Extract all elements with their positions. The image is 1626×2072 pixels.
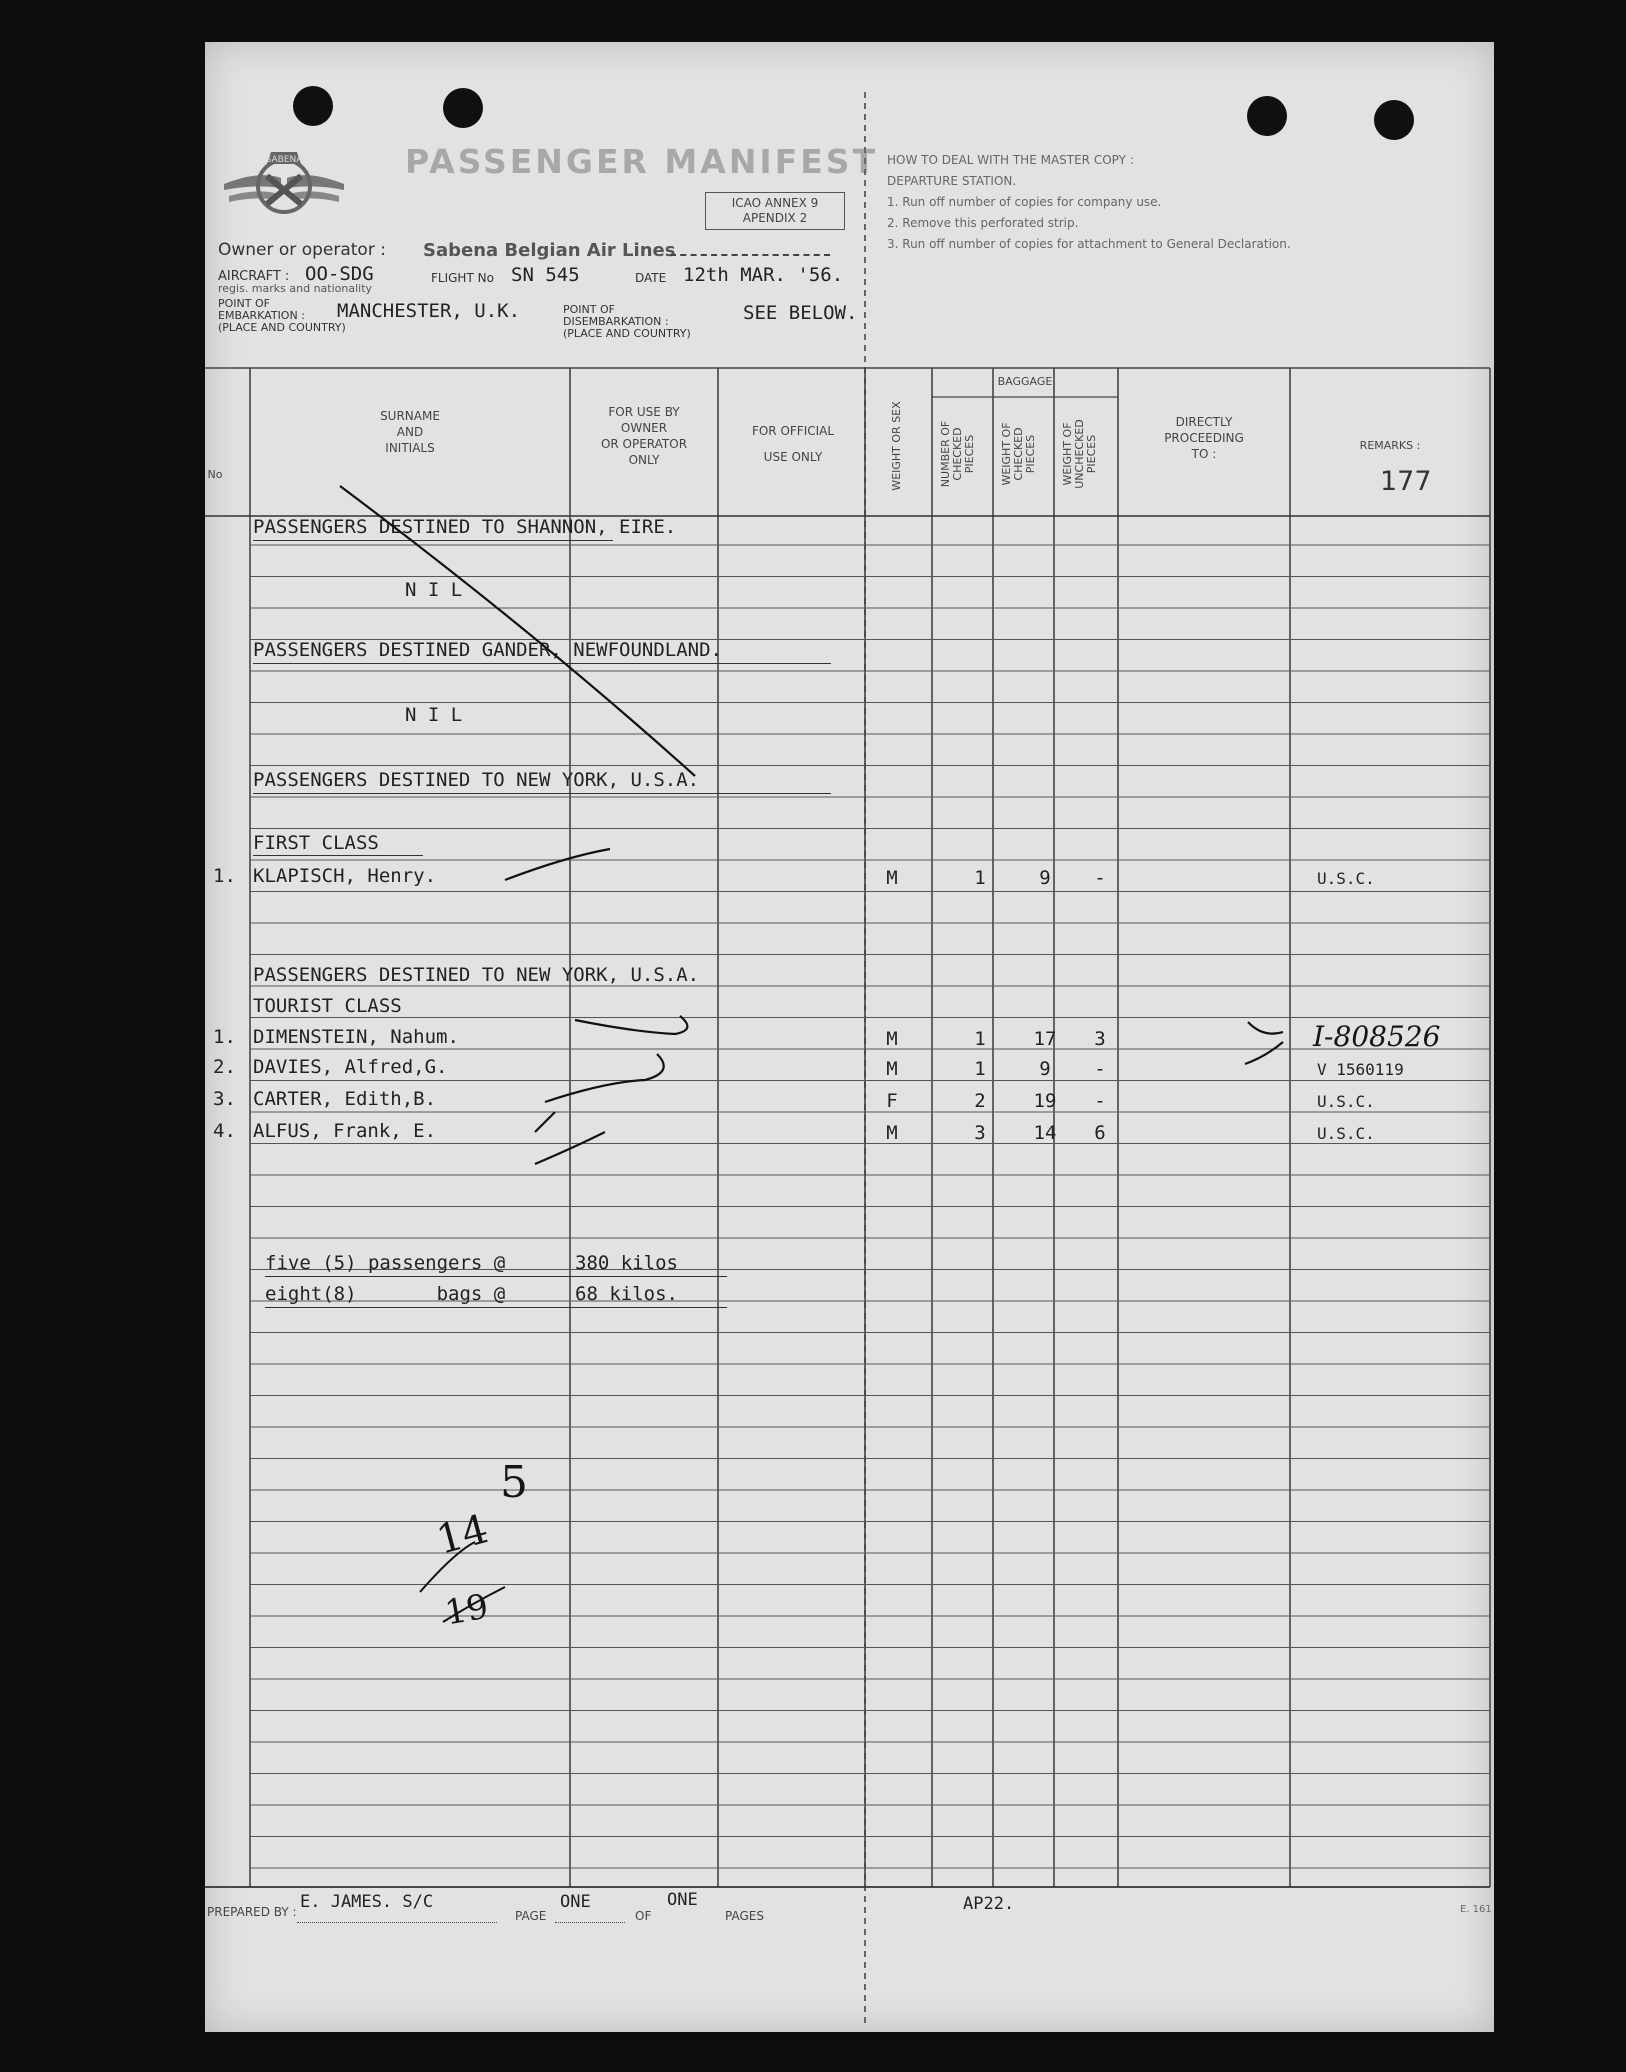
flight-value: SN 545 [511,264,580,286]
passenger-no: 1. [213,865,236,887]
page-value: ONE [560,1892,591,1912]
passenger-sex: M [886,867,898,889]
corner-code: E. 161 [1460,1904,1492,1915]
passenger-no: 1. [213,1026,236,1048]
icao-note-line2: APENDIX 2 [742,211,808,225]
checked-pieces: 1 [974,1028,986,1050]
instructions-heading-1: HOW TO DEAL WITH THE MASTER COPY : [887,153,1134,167]
handwritten-number: 19 [441,1586,492,1634]
page-underline [555,1922,625,1923]
section-heading: PASSENGERS DESTINED GANDER, NEWFOUNDLAND. [253,639,722,661]
section-heading: PASSENGERS DESTINED TO NEW YORK, U.S.A. [253,769,700,791]
section-heading: PASSENGERS DESTINED TO SHANNON, EIRE. [253,516,677,538]
tick-mark [1248,1022,1283,1034]
manifest-sheet [205,42,1494,2032]
disembark-label-1: POINT OF [563,303,615,316]
tick-mark [535,1132,605,1164]
passenger-name: ALFUS, Frank, E. [253,1120,437,1142]
pages-label: PAGES [725,1909,764,1923]
col-heading-line: UNCHECKED [1073,419,1086,489]
checked-weight: 9 [1039,1058,1051,1080]
prepared-value: E. JAMES. S/C [300,1892,434,1912]
col-no-heading: No [207,468,223,481]
remarks-number: 177 [1380,466,1432,497]
col-heading-line: WEIGHT OF [1061,422,1074,486]
total-passengers-label: five (5) passengers @ [265,1252,506,1274]
prepared-label: PREPARED BY : [207,1905,297,1919]
embarkation-value: MANCHESTER, U.K. [337,300,521,322]
passenger-remarks: U.S.C. [1317,1092,1375,1111]
tick-mark [575,1016,687,1034]
total-bags-label: eight(8) bags @ [265,1283,506,1305]
checked-weight: 17 [1033,1028,1057,1050]
passenger-name: CARTER, Edith,B. [253,1088,437,1110]
passenger-name: DAVIES, Alfred,G. [253,1056,448,1078]
passenger-name: DIMENSTEIN, Nahum. [253,1026,459,1048]
col-heading-line: NUMBER OF [939,420,952,488]
col-surname-line: SURNAME [380,409,440,423]
unchecked-weight: 6 [1094,1122,1106,1144]
checked-pieces: 3 [974,1122,986,1144]
passenger-remarks: U.S.C. [1317,869,1375,888]
icao-note-line1: ICAO ANNEX 9 [731,196,819,210]
passenger-no: 3. [213,1088,236,1110]
col-weight-sex-heading: WEIGHT OR SEX [890,401,903,491]
form-title: PASSENGER MANIFEST [405,142,879,181]
checked-pieces: 1 [974,867,986,889]
prepared-underline [297,1922,497,1923]
passenger-name: KLAPISCH, Henry. [253,865,437,887]
passenger-no: 2. [213,1056,236,1078]
passenger-sex: M [886,1028,898,1050]
col-owner-line: OWNER [620,421,668,435]
col-heading-line: CHECKED [951,427,964,481]
tick-mark [1245,1042,1283,1064]
pen-marks [205,42,1494,2032]
unchecked-weight: - [1094,867,1106,889]
nil-text: N I L [405,579,463,601]
unchecked-weight: - [1094,1090,1106,1112]
logo-text: SABENA [265,155,303,165]
total-bags-value: 68 kilos. [575,1283,678,1305]
tick-mark [505,849,610,880]
date-value: 12th MAR. '56. [683,264,844,286]
col-proceeding-line: TO : [1191,447,1217,461]
checked-weight: 9 [1039,867,1051,889]
instruction-step: 1. Run off number of copies for company use. [887,195,1162,209]
total-passengers-value: 380 kilos [575,1252,678,1274]
nil-text: N I L [405,704,463,726]
col-official-line: FOR OFFICIAL [751,424,835,438]
passenger-remarks: V 1560119 [1317,1060,1404,1079]
passenger-sex: M [886,1058,898,1080]
checked-weight: 19 [1033,1090,1057,1112]
embark-label-1: POINT OF [218,297,270,310]
passenger-sex: F [886,1090,898,1112]
passenger-remarks: U.S.C. [1317,1124,1375,1143]
passenger-sex: M [886,1122,898,1144]
class-heading: FIRST CLASS [253,832,379,854]
instruction-step: 3. Run off number of copies for attachment to General Declaration. [887,237,1291,251]
disembarkation-value: SEE BELOW. [743,302,858,324]
date-label: DATE [635,271,667,285]
col-surname-line: INITIALS [385,441,435,455]
col-baggage-heading: BAGGAGE [997,375,1053,388]
checked-weight: 14 [1033,1122,1057,1144]
disembark-label-2: DISEMBARKATION : [563,315,669,328]
form-code: AP22. [963,1894,1015,1914]
col-owner-line: ONLY [628,453,660,467]
col-proceeding-line: PROCEEDING [1164,431,1244,445]
unchecked-weight: - [1094,1058,1106,1080]
checked-pieces: 1 [974,1058,986,1080]
col-official-line: USE ONLY [763,450,823,464]
col-heading-line: CHECKED [1012,427,1025,481]
regis-label: regis. marks and nationality [218,282,373,295]
strike-line [340,486,695,776]
embark-label-3: (PLACE AND COUNTRY) [218,321,346,334]
checked-pieces: 2 [974,1090,986,1112]
passenger-remarks: I-808526 [1313,1020,1441,1053]
class-heading: TOURIST CLASS [253,995,402,1017]
of-label: OF [635,1909,652,1923]
owner-value: Sabena Belgian Air Lines [423,240,676,261]
flight-label: FLIGHT No [431,271,494,285]
col-heading-line: PIECES [1024,434,1037,474]
section-heading: PASSENGERS DESTINED TO NEW YORK, U.S.A. [253,964,700,986]
owner-label: Owner or operator : [218,240,386,260]
col-surname-line: AND [396,425,424,439]
page-label: PAGE [515,1909,547,1923]
col-heading-line: WEIGHT OF [1000,422,1013,486]
col-owner-line: OR OPERATOR [600,437,688,451]
unchecked-weight: 3 [1094,1028,1106,1050]
col-proceeding-line: DIRECTLY [1175,415,1233,429]
col-owner-line: FOR USE BY [608,405,680,419]
of-value: ONE [667,1890,698,1910]
disembark-label-3: (PLACE AND COUNTRY) [563,327,691,340]
aircraft-label: AIRCRAFT : [218,269,290,284]
handwritten-number: 5 [500,1457,528,1508]
tick-mark [535,1112,555,1132]
instructions-heading-2: DEPARTURE STATION. [887,174,1017,188]
embark-label-2: EMBARKATION : [218,309,305,322]
col-heading-line: PIECES [963,434,976,474]
col-remarks-heading: REMARKS : [1359,439,1421,452]
aircraft-value: OO-SDG [305,263,374,285]
tick-mark [545,1054,664,1102]
handwritten-number: 14 [431,1506,493,1564]
col-heading-line: PIECES [1085,434,1098,474]
passenger-no: 4. [213,1120,236,1142]
instruction-step: 2. Remove this perforated strip. [887,216,1079,230]
